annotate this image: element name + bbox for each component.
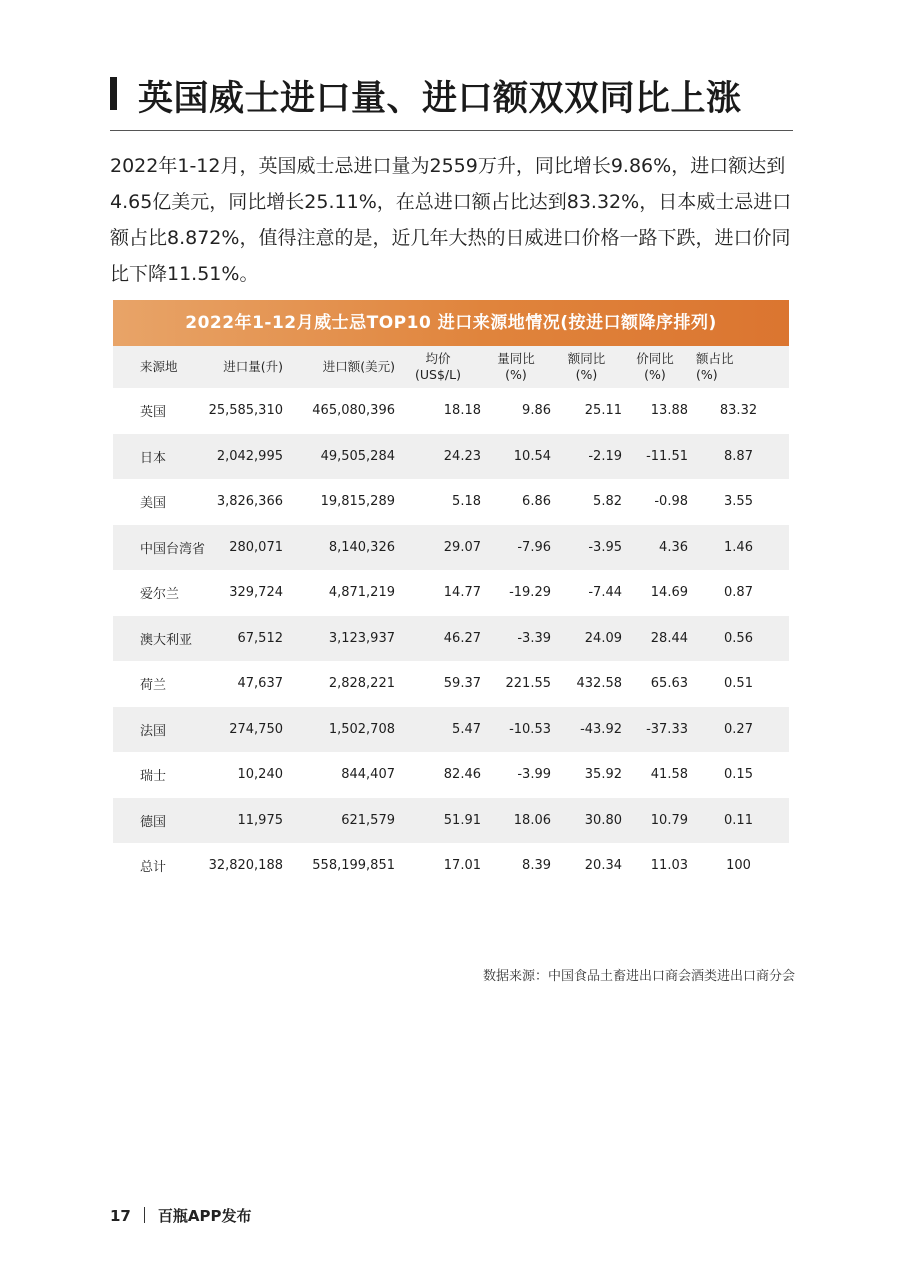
heading-accent-bar bbox=[110, 77, 117, 110]
cell-price-yoy: 14.69 bbox=[650, 585, 688, 601]
table-title: 2022年1-12月威士忌TOP10 进口来源地情况(按进口额降序排列) bbox=[113, 300, 789, 346]
data-source-note: 数据来源：中国食品土畜进出口商会酒类进出口商分会 bbox=[482, 969, 795, 984]
cell-volume: 11,975 bbox=[237, 812, 283, 828]
footer-divider bbox=[144, 1207, 145, 1223]
cell-vol-yoy: 6.86 bbox=[522, 494, 551, 510]
cell-vol-yoy: -3.99 bbox=[517, 767, 551, 783]
section-heading bbox=[110, 70, 793, 131]
cell-val-yoy: 35.92 bbox=[584, 767, 622, 783]
cell-val-yoy: 5.82 bbox=[593, 494, 622, 510]
cell-vol-yoy: 221.55 bbox=[505, 676, 551, 692]
cell-source: 日本 bbox=[140, 450, 167, 466]
cell-share: 100 bbox=[726, 858, 751, 874]
cell-source: 法国 bbox=[140, 723, 167, 739]
header-value: 进口额(美元) bbox=[322, 359, 395, 374]
cell-volume: 67,512 bbox=[237, 630, 283, 646]
cell-share: 0.15 bbox=[724, 767, 753, 783]
cell-val-yoy: 30.80 bbox=[584, 812, 622, 828]
cell-price: 24.23 bbox=[443, 448, 481, 464]
cell-volume: 47,637 bbox=[237, 676, 283, 692]
cell-price-yoy: 10.79 bbox=[650, 812, 688, 828]
cell-volume: 274,750 bbox=[229, 721, 283, 737]
cell-share: 0.56 bbox=[724, 630, 753, 646]
cell-share: 1.46 bbox=[724, 539, 753, 555]
cell-volume: 2,042,995 bbox=[216, 448, 283, 464]
table-row bbox=[113, 616, 789, 662]
cell-vol-yoy: 18.06 bbox=[513, 812, 551, 828]
cell-price-yoy: 41.58 bbox=[650, 767, 688, 783]
table-row bbox=[113, 388, 789, 434]
intro-paragraph: 2022年1-12月，英国威士忌进口量为2559万升，同比增长9.86%，进口额达到4.65亿美元，同比增长25.11%，在总进口额占比达到83.32%，日本威士忌进口额占比8.872%，值得注意的是，近几年大热的日威进口价格一路下跌，进口价同比下降11.51%。 bbox=[110, 155, 792, 285]
cell-price: 17.01 bbox=[443, 858, 481, 874]
header-val-yoy: 额同比 (%) bbox=[567, 351, 606, 382]
header-vol-yoy: 量同比 (%) bbox=[497, 351, 535, 382]
cell-value: 49,505,284 bbox=[320, 448, 395, 464]
page-number: 17 bbox=[110, 1207, 131, 1225]
table-row bbox=[113, 661, 789, 707]
table-row bbox=[113, 570, 789, 616]
cell-share: 0.51 bbox=[724, 676, 753, 692]
cell-source: 爱尔兰 bbox=[140, 587, 180, 603]
cell-value: 3,123,937 bbox=[328, 630, 395, 646]
cell-val-yoy: 25.11 bbox=[584, 403, 622, 419]
cell-value: 621,579 bbox=[341, 812, 395, 828]
cell-value: 8,140,326 bbox=[328, 539, 395, 555]
cell-price-yoy: 13.88 bbox=[650, 403, 688, 419]
cell-price-yoy: 4.36 bbox=[659, 539, 688, 555]
cell-price: 29.07 bbox=[443, 539, 481, 555]
page-footer bbox=[110, 1205, 251, 1226]
cell-price-yoy: -0.98 bbox=[654, 494, 688, 510]
cell-val-yoy: 24.09 bbox=[584, 630, 622, 646]
table-row bbox=[113, 525, 789, 571]
cell-share: 83.32 bbox=[719, 403, 758, 419]
table-header-row bbox=[113, 346, 789, 388]
import-table-container bbox=[113, 300, 789, 889]
cell-volume: 25,585,310 bbox=[208, 403, 283, 419]
cell-share: 0.11 bbox=[724, 812, 753, 828]
publisher-label: 百瓶APP发布 bbox=[157, 1207, 252, 1225]
header-price-yoy: 价同比 (%) bbox=[636, 351, 674, 382]
cell-price: 51.91 bbox=[443, 812, 481, 828]
cell-vol-yoy: -10.53 bbox=[509, 721, 551, 737]
cell-source: 澳大利亚 bbox=[140, 632, 193, 648]
cell-price-yoy: 11.03 bbox=[650, 858, 688, 874]
cell-vol-yoy: -7.96 bbox=[517, 539, 551, 555]
table-row bbox=[113, 479, 789, 525]
cell-value: 844,407 bbox=[341, 767, 395, 783]
header-price: 均价 (US$/L) bbox=[415, 351, 461, 382]
cell-price-yoy: 65.63 bbox=[650, 676, 688, 692]
cell-price-yoy: -11.51 bbox=[646, 448, 688, 464]
header-source: 来源地 bbox=[140, 359, 178, 374]
cell-value: 2,828,221 bbox=[328, 676, 395, 692]
cell-price: 46.27 bbox=[443, 630, 481, 646]
cell-price: 5.47 bbox=[452, 721, 481, 737]
cell-share: 8.87 bbox=[724, 448, 753, 464]
table-row bbox=[113, 752, 789, 798]
cell-price: 18.18 bbox=[443, 403, 481, 419]
table-row bbox=[113, 707, 789, 753]
table-total-row bbox=[113, 843, 789, 889]
cell-source: 瑞士 bbox=[140, 769, 167, 785]
cell-source: 英国 bbox=[140, 405, 167, 421]
cell-val-yoy: -7.44 bbox=[588, 585, 622, 601]
cell-vol-yoy: 9.86 bbox=[522, 403, 551, 419]
cell-value: 19,815,289 bbox=[320, 494, 395, 510]
cell-share: 0.87 bbox=[724, 585, 753, 601]
cell-source: 荷兰 bbox=[140, 678, 167, 694]
cell-value: 4,871,219 bbox=[328, 585, 395, 601]
cell-share: 3.55 bbox=[724, 494, 753, 510]
cell-value: 558,199,851 bbox=[312, 858, 395, 874]
cell-volume: 280,071 bbox=[229, 539, 283, 555]
cell-volume: 3,826,366 bbox=[216, 494, 283, 510]
import-source-table bbox=[113, 346, 789, 889]
cell-vol-yoy: -3.39 bbox=[517, 630, 551, 646]
cell-volume: 10,240 bbox=[237, 767, 283, 783]
cell-price-yoy: -37.33 bbox=[646, 721, 688, 737]
cell-val-yoy: -3.95 bbox=[588, 539, 622, 555]
header-share: 额占比 (%) bbox=[696, 351, 734, 382]
cell-volume: 329,724 bbox=[229, 585, 283, 601]
cell-value: 465,080,396 bbox=[312, 403, 395, 419]
cell-source: 中国台湾省 bbox=[140, 541, 206, 557]
cell-val-yoy: 432.58 bbox=[576, 676, 622, 692]
cell-price: 5.18 bbox=[452, 494, 481, 510]
cell-source: 总计 bbox=[140, 860, 167, 876]
cell-vol-yoy: 8.39 bbox=[522, 858, 551, 874]
table-row bbox=[113, 798, 789, 844]
cell-price-yoy: 28.44 bbox=[650, 630, 688, 646]
cell-val-yoy: 20.34 bbox=[584, 858, 622, 874]
cell-price: 82.46 bbox=[443, 767, 481, 783]
header-volume: 进口量(升) bbox=[223, 359, 283, 374]
page-title: 英国威士进口量、进口额双双同比上涨 bbox=[138, 79, 742, 119]
cell-share: 0.27 bbox=[724, 721, 753, 737]
cell-price: 14.77 bbox=[443, 585, 481, 601]
cell-val-yoy: -2.19 bbox=[588, 448, 622, 464]
cell-source: 美国 bbox=[140, 496, 167, 512]
table-row bbox=[113, 434, 789, 480]
cell-vol-yoy: 10.54 bbox=[513, 448, 551, 464]
cell-val-yoy: -43.92 bbox=[580, 721, 622, 737]
cell-volume: 32,820,188 bbox=[208, 858, 283, 874]
cell-vol-yoy: -19.29 bbox=[509, 585, 551, 601]
cell-source: 德国 bbox=[140, 814, 167, 830]
cell-value: 1,502,708 bbox=[328, 721, 395, 737]
cell-price: 59.37 bbox=[443, 676, 481, 692]
